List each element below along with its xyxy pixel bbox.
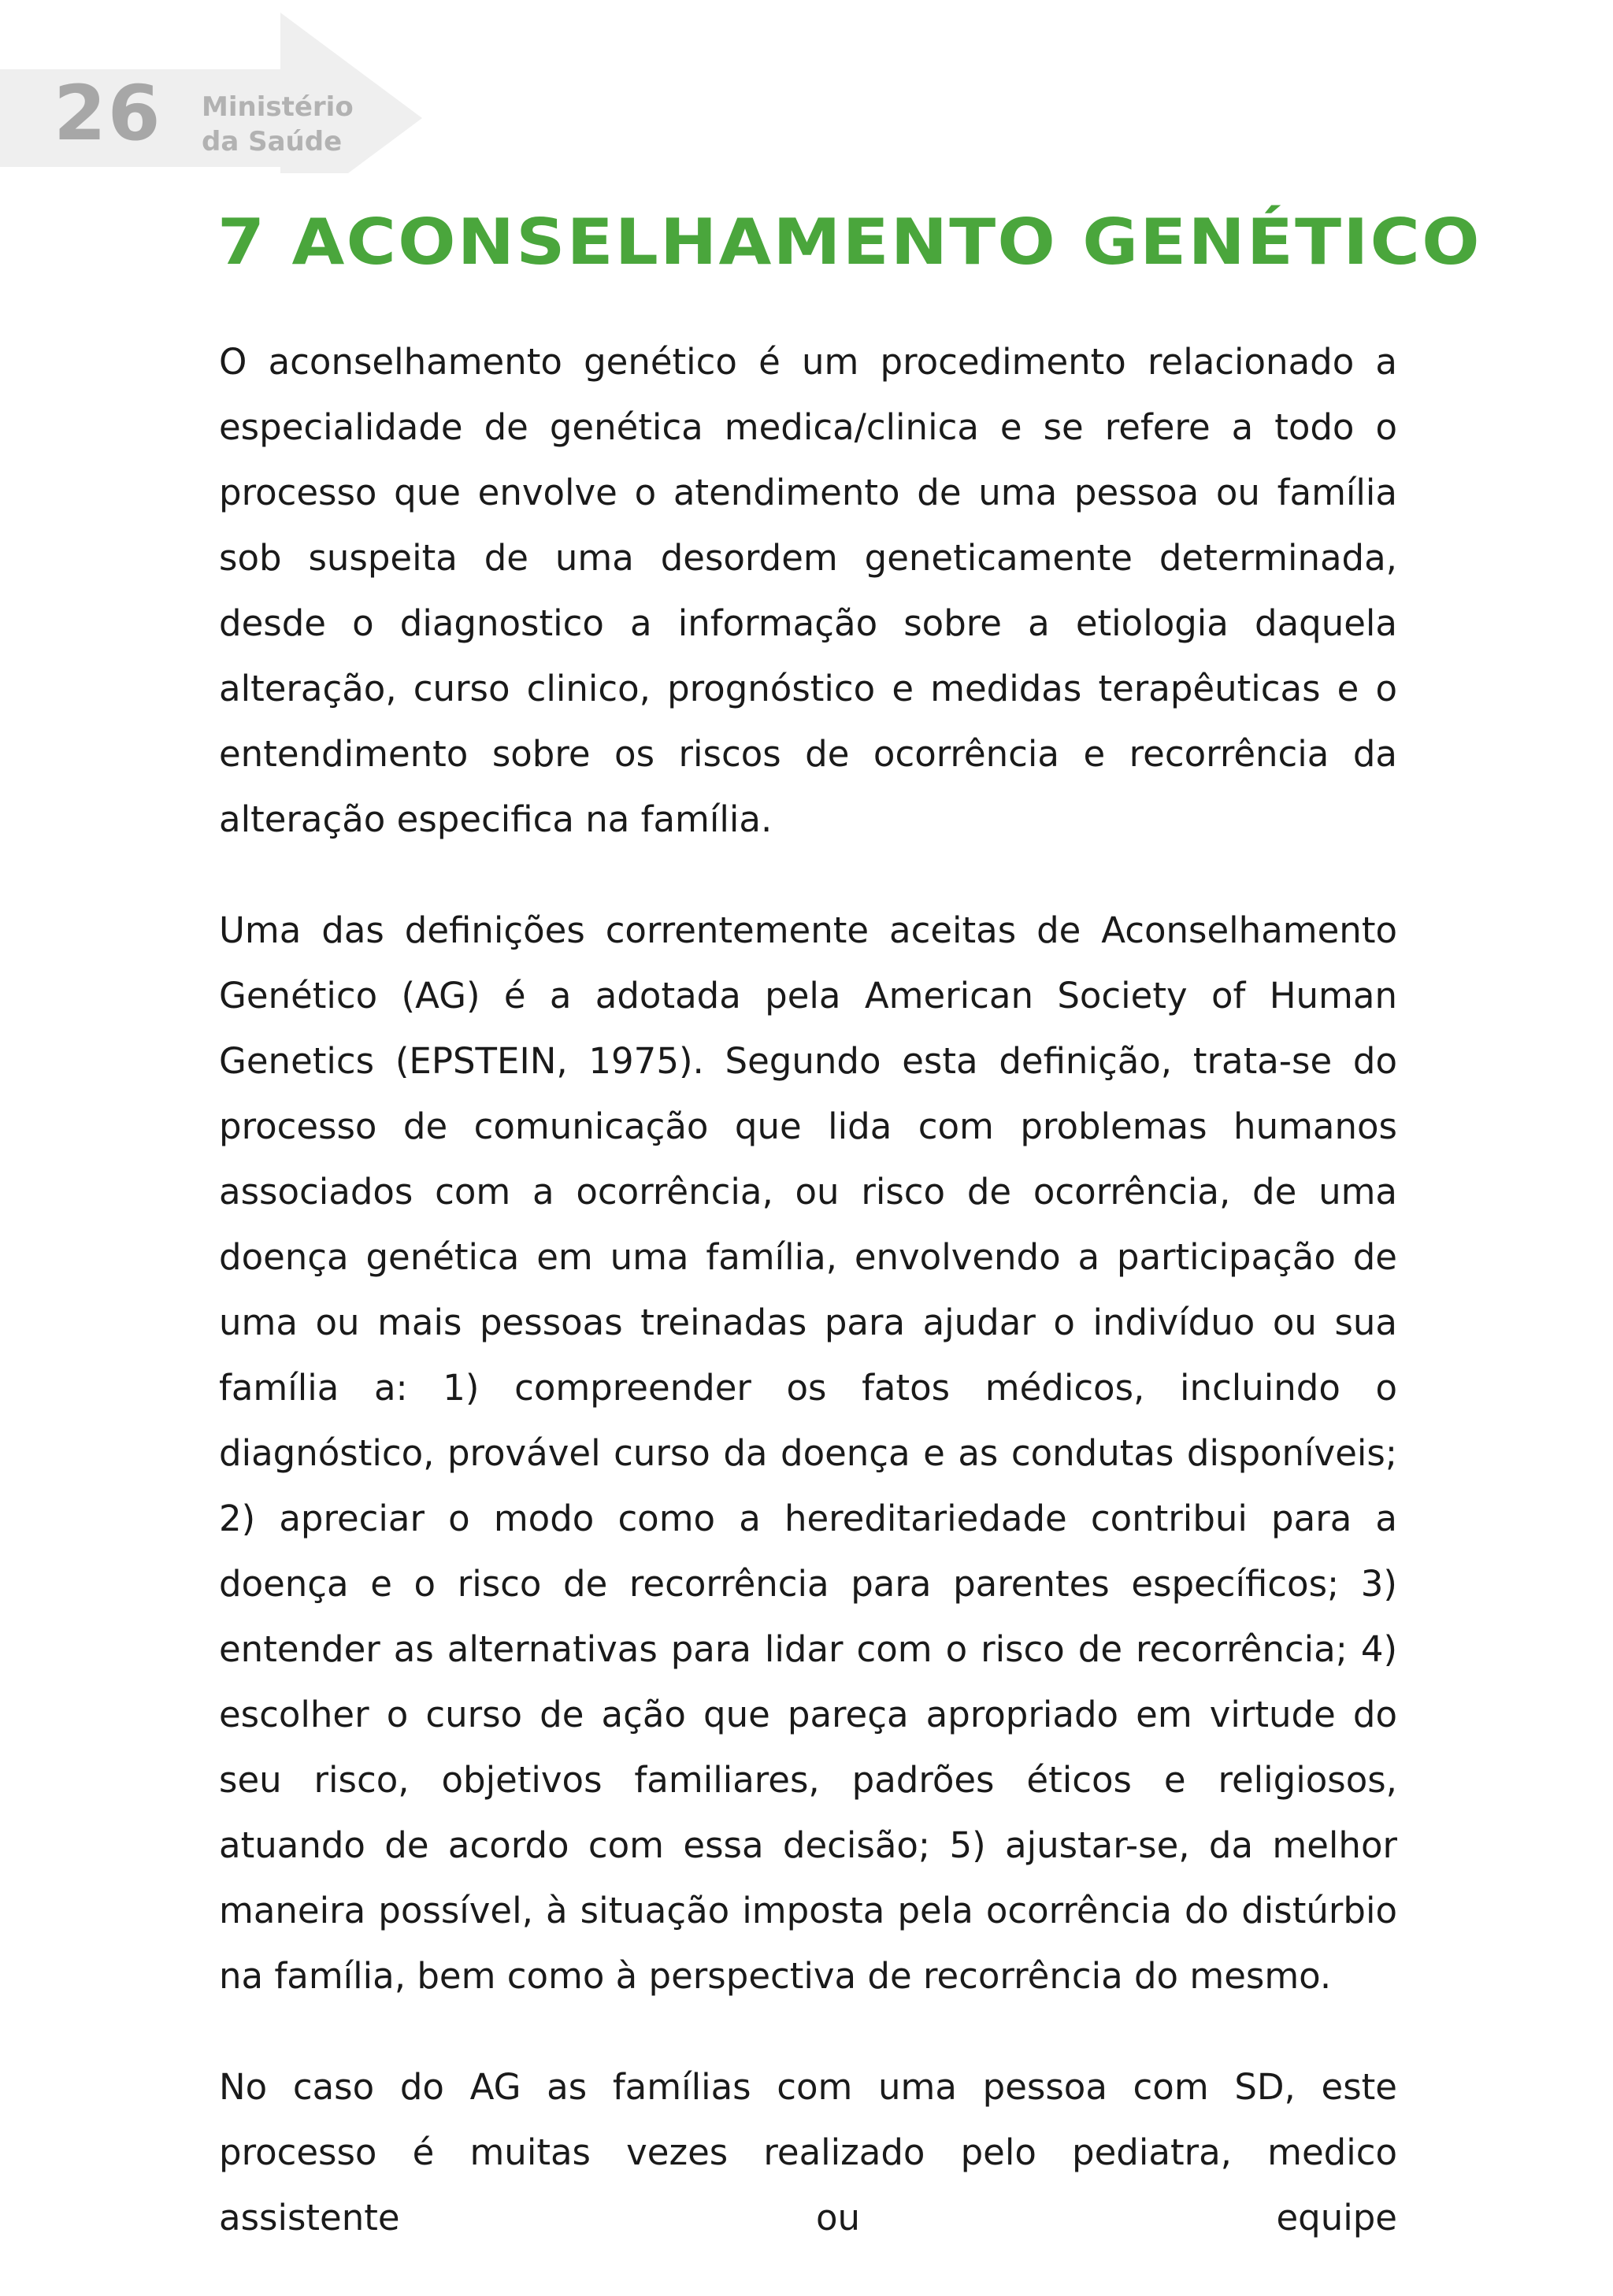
ministry-name-line1: Ministério xyxy=(202,91,354,123)
page-number: 26 xyxy=(54,69,162,157)
paragraph-1: O aconselhamento genético é um procedimento relacionado a especialidade de genética medica/clinica e se refere a todo o processo que envolve o atendimento de uma pessoa ou família sob suspeita de uma desordem geneticamente determinada, desde o diagnostico a informação sobre a etiologia daquela alteração, curso clinico, prognóstico e medidas terapêuticas e o entendimento sobre os riscos de ocorrência e recorrência da alteração especifica na família. xyxy=(219,341,1397,840)
ministry-name xyxy=(202,90,354,159)
paragraph-2: Uma das definições correntemente aceitas de Aconselhamento Genético (AG) é a adotada pela American Society of Human Genetics (EPSTEIN, 1975). Segundo esta definição, trata-se do processo de comunicação que lida com problemas humanos associados com a ocorrência, ou risco de ocorrência, de uma doença genética em uma família, envolvendo a participação de uma ou mais pessoas treinadas para ajudar o indivíduo ou sua família a: 1) compreender os fatos médicos, incluindo o diagnóstico, provável curso da doença e as condutas disponíveis; 2) apreciar o modo como a hereditariedade contribui para a doença e o risco de recorrência para parentes específicos; 3) entender as alternativas para lidar com o risco de recorrência; 4) escolher o curso de ação que pareça apropriado em virtude do seu risco, objetivos familiares, padrões éticos e religiosos, atuando de acordo com essa decisão; 5) ajustar-se, da melhor maneira possível, à situação imposta pela ocorrência do distúrbio na família, bem como à perspectiva de recorrência do mesmo. xyxy=(219,909,1397,1997)
chapter-title: 7 ACONSELHAMENTO GENÉTICO xyxy=(217,206,1481,279)
paragraph-3: No caso do AG as famílias com uma pessoa com SD, este processo é muitas vezes realizado pelo pediatra, medico assistente ou equipe xyxy=(219,2066,1397,2239)
ministry-name-line2: da Saúde xyxy=(202,126,343,157)
body-text xyxy=(219,329,1397,2296)
